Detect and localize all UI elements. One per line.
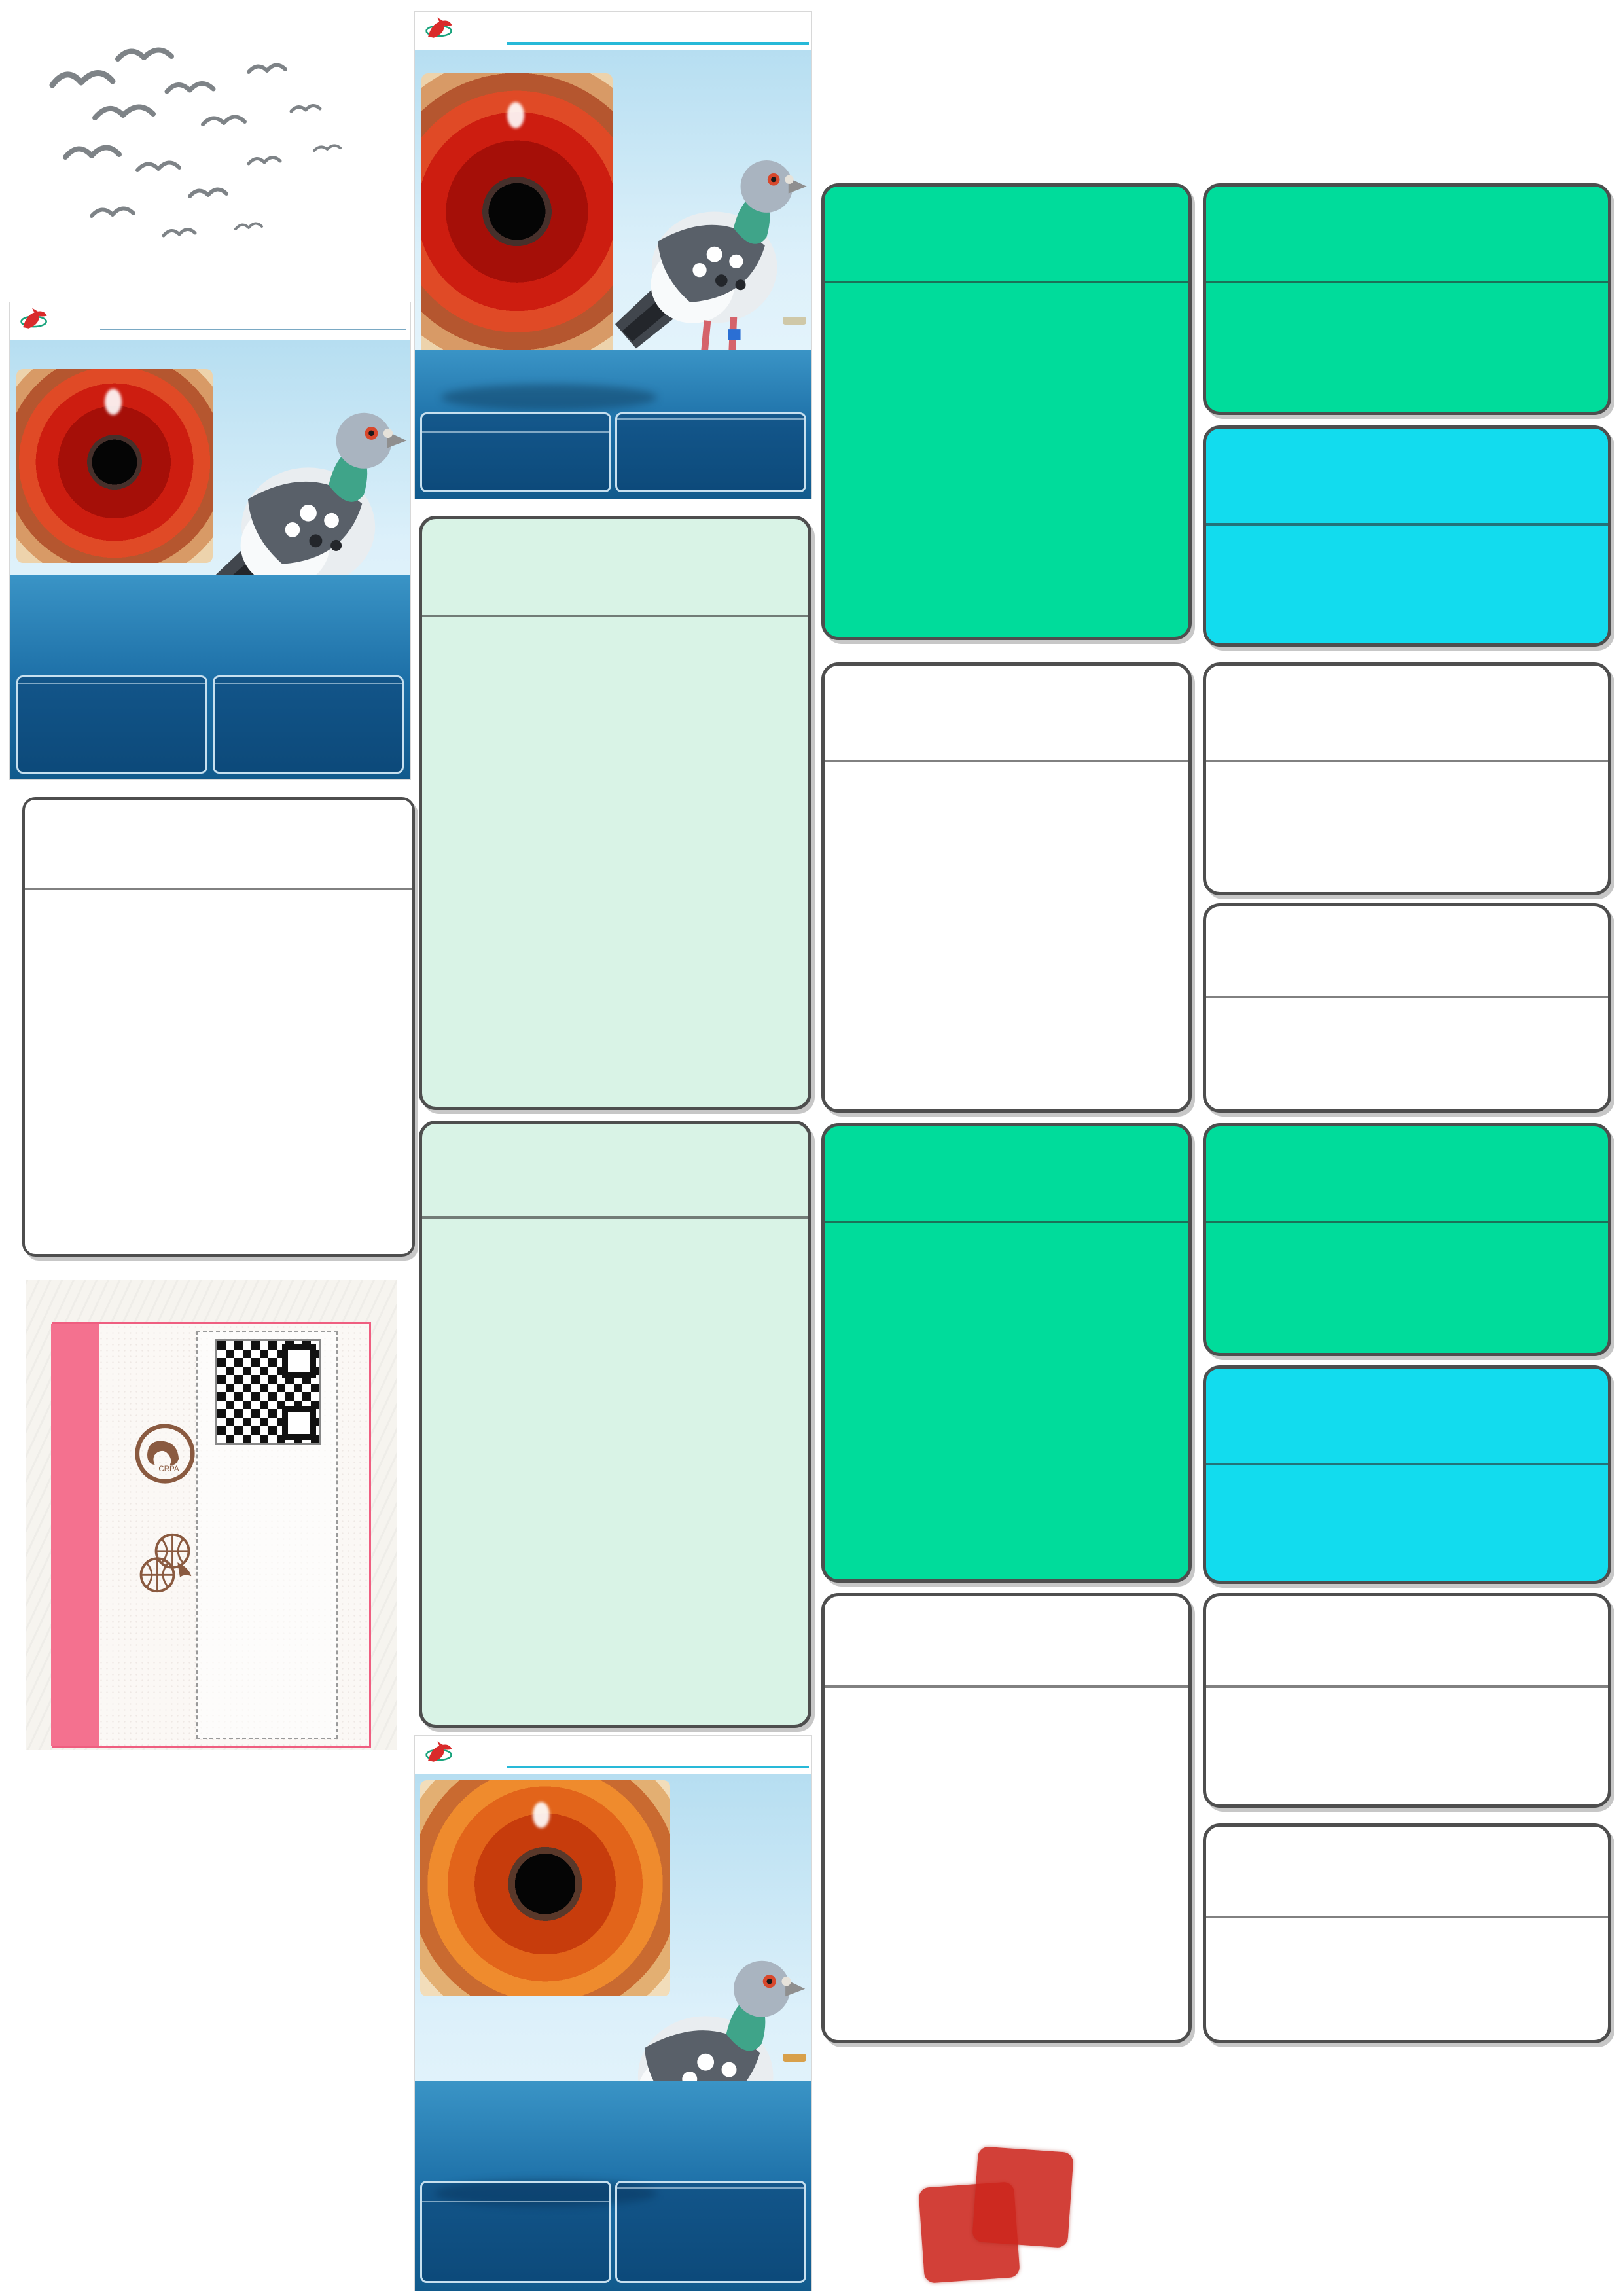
card-footer bbox=[10, 575, 410, 779]
mini-lines bbox=[18, 684, 205, 691]
pedigree-box-nl20-1241976 bbox=[419, 1121, 812, 1728]
crpa-logos bbox=[134, 1324, 196, 1746]
foot-ring-card bbox=[26, 1280, 397, 1750]
pedigree-box-nl11-1344703 bbox=[1203, 1823, 1611, 2043]
mother-pedigree-mini bbox=[213, 675, 404, 774]
pedigree-box-nl19-1412982 bbox=[419, 516, 812, 1110]
father-pedigree-mini bbox=[16, 675, 207, 774]
crpa-globes-icon bbox=[134, 1524, 196, 1603]
pedigree-lines bbox=[1206, 1465, 1608, 1481]
pedigree-lines bbox=[825, 283, 1188, 299]
card-header bbox=[10, 302, 410, 340]
pedigree-lines bbox=[825, 1223, 1188, 1239]
father-pedigree-mini bbox=[420, 412, 611, 492]
title-rule bbox=[507, 42, 809, 45]
mini-lines bbox=[215, 684, 402, 691]
pedigree-box-nl08-1100068 bbox=[1203, 903, 1611, 1113]
mother-pedigree-mini bbox=[615, 412, 806, 492]
qr-code bbox=[217, 1341, 319, 1443]
page-title bbox=[824, 31, 1623, 135]
pedigree-lines bbox=[422, 617, 808, 633]
mini-lines bbox=[422, 2202, 609, 2208]
pedigree-box-be11-6091767 bbox=[1203, 425, 1611, 647]
ring-number-block bbox=[196, 1331, 338, 1739]
pigeon-eye-photo bbox=[16, 369, 213, 563]
crown-road-logo bbox=[420, 14, 457, 43]
pedigree-box-be03-6192564 bbox=[1203, 662, 1611, 895]
pedigree-box-chn2025 bbox=[22, 797, 415, 1257]
foot-ring-card-rotated bbox=[52, 1322, 371, 1748]
pigeon-eye-photo bbox=[421, 73, 613, 361]
pigeon-card-top-middle bbox=[415, 12, 812, 499]
mini-lines bbox=[617, 2189, 804, 2194]
card-header bbox=[415, 12, 812, 50]
svg-text:CRPA: CRPA bbox=[158, 1465, 179, 1473]
crown-road-logo bbox=[15, 304, 52, 333]
crpa-logo-icon bbox=[134, 1422, 196, 1485]
foot-ring-card-title-cn bbox=[51, 1324, 99, 1746]
pedigree-box-nl11-1344701 bbox=[1203, 1593, 1611, 1808]
pedigree-lines bbox=[422, 1219, 808, 1234]
card-footer bbox=[415, 2081, 812, 2291]
pedigree-box-nl13-1804745 bbox=[821, 662, 1192, 1113]
ownership-note bbox=[338, 1324, 369, 1746]
pedigree-box-nl16-1254055 bbox=[821, 1593, 1192, 2043]
mini-lines bbox=[422, 433, 609, 438]
strain-label bbox=[783, 2054, 806, 2062]
banner-rule bbox=[100, 329, 406, 330]
pedigree-box-be11-6091802-2 bbox=[1203, 1123, 1611, 1356]
strain-label bbox=[783, 317, 806, 325]
card-photo-area bbox=[415, 1774, 812, 2291]
card-header bbox=[415, 1736, 812, 1774]
pedigree-box-nl13-1829067-2 bbox=[821, 1123, 1192, 1583]
flying-birds-graphic bbox=[33, 33, 373, 281]
pedigree-lines bbox=[1206, 283, 1608, 299]
pedigree-box-be11-6091767-2 bbox=[1203, 1365, 1611, 1584]
pedigree-box-nl13-1829067 bbox=[821, 183, 1192, 640]
pigeon-card-bottom-middle bbox=[415, 1736, 812, 2291]
card-photo-area bbox=[10, 340, 410, 779]
seal-square-right bbox=[972, 2146, 1074, 2248]
pedigree-lines bbox=[825, 762, 1188, 778]
father-pedigree-mini bbox=[420, 2181, 611, 2283]
foot-ring-card-title-en bbox=[99, 1324, 134, 1746]
red-seal bbox=[921, 2147, 1072, 2289]
pedigree-lines bbox=[1206, 1223, 1608, 1239]
crown-road-logo bbox=[420, 1738, 457, 1767]
logo-pigeon-icon bbox=[420, 14, 454, 43]
pedigree-lines bbox=[1206, 1918, 1608, 1934]
pedigree-box-be11-6091802 bbox=[1203, 183, 1611, 415]
pigeon-shadow bbox=[441, 384, 657, 410]
logo-pigeon-icon bbox=[420, 1738, 454, 1767]
logo-pigeon-icon bbox=[15, 304, 49, 333]
title-rule bbox=[507, 1766, 809, 1768]
pedigree-lines bbox=[1206, 526, 1608, 541]
pedigree-lines bbox=[1206, 1688, 1608, 1704]
mother-pedigree-mini bbox=[615, 2181, 806, 2283]
card-photo-area bbox=[415, 50, 812, 499]
mini-lines bbox=[617, 420, 804, 423]
pigeon-card-top-left bbox=[10, 302, 410, 779]
pedigree-lines bbox=[1206, 762, 1608, 778]
pedigree-lines bbox=[825, 1688, 1188, 1704]
card-footer bbox=[415, 350, 812, 499]
pedigree-lines bbox=[1206, 998, 1608, 1014]
